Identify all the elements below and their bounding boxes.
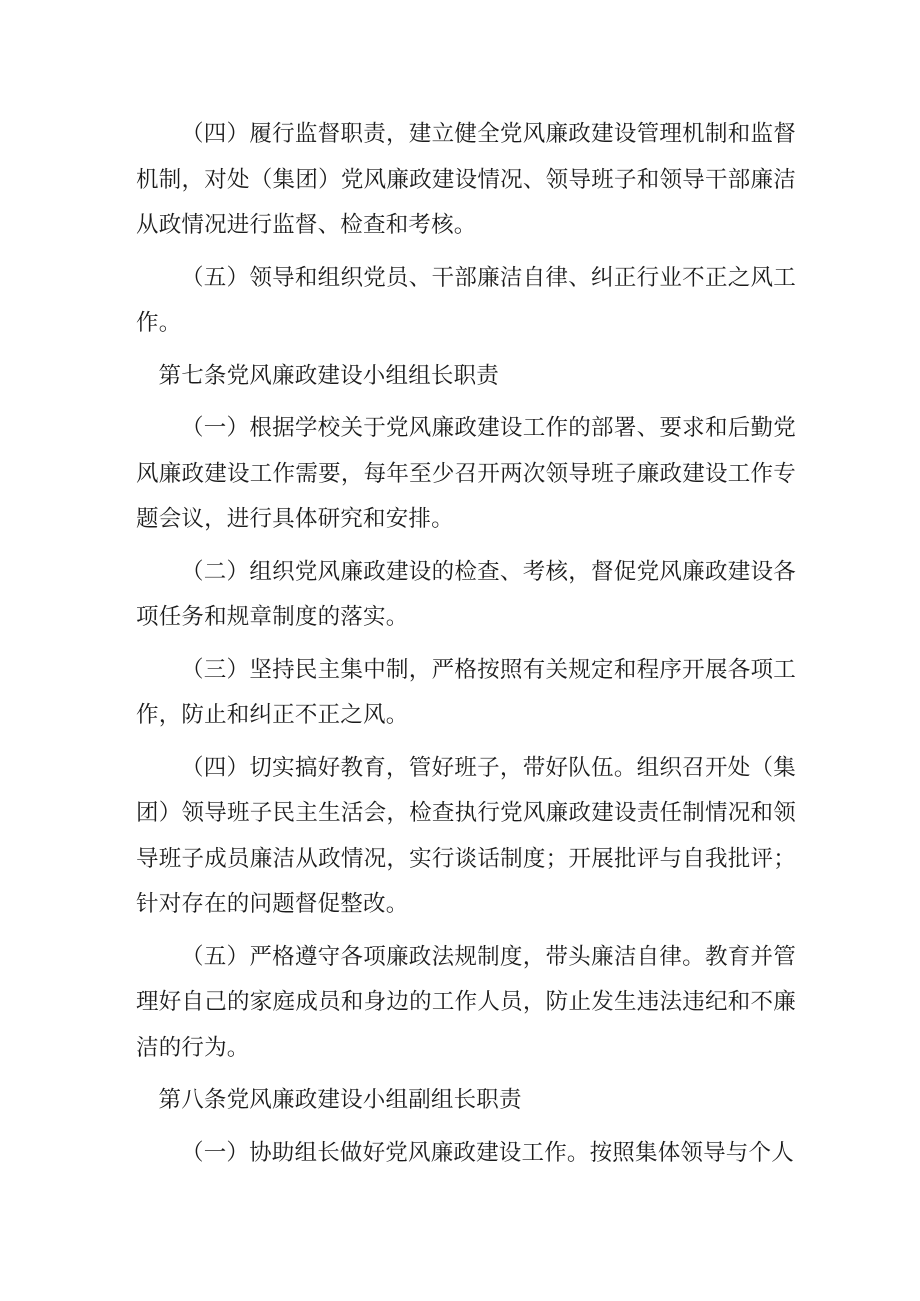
paragraph-item-4-supervision: （四）履行监督职责，建立健全党风廉政建设管理机制和监督机制，对处（集团）党风廉政建设情况、领导班子和领导干部廉洁从政情况进行监督、检查和考核。 [136,121,796,238]
paragraph-item-3-democratic-centralism: （三）坚持民主集中制，严格按照有关规定和程序开展各项工作，防止和纠正不正之风。 [136,656,796,728]
paragraph-item-4-education: （四）切实搞好教育，管好班子，带好队伍。组织召开处（集团）领导班子民主生活会，检查执行党风廉政建设责任制情况和领导班子成员廉洁从政情况，实行谈话制度；开展批评与自我批评；针对存在的问题督促整改。 [136,754,796,917]
paragraph-item-5-self-discipline: （五）领导和组织党员、干部廉洁自律、纠正行业不正之风工作。 [136,264,796,336]
paragraph-item-1-assist: （一）协助组长做好党风廉政建设工作。按照集体领导与个人 [181,1139,794,1166]
article-7-heading: 第七条党风廉政建设小组组长职责 [158,362,500,389]
paragraph-item-1-meetings: （一）根据学校关于党风廉政建设工作的部署、要求和后勤党风廉政建设工作需要，每年至少召开两次领导班子廉政建设工作专题会议，进行具体研究和安排。 [136,415,796,532]
article-8-heading: 第八条党风廉政建设小组副组长职责 [158,1087,522,1113]
paragraph-item-2-inspection: （二）组织党风廉政建设的检查、考核，督促党风廉政建设各项任务和规章制度的落实。 [136,558,796,630]
paragraph-item-5-compliance: （五）严格遵守各项廉政法规制度，带头廉洁自律。教育并管理好自己的家庭成员和身边的工作人员，防止发生违法违纪和不廉洁的行为。 [136,943,796,1061]
document-body [136,112,796,1183]
